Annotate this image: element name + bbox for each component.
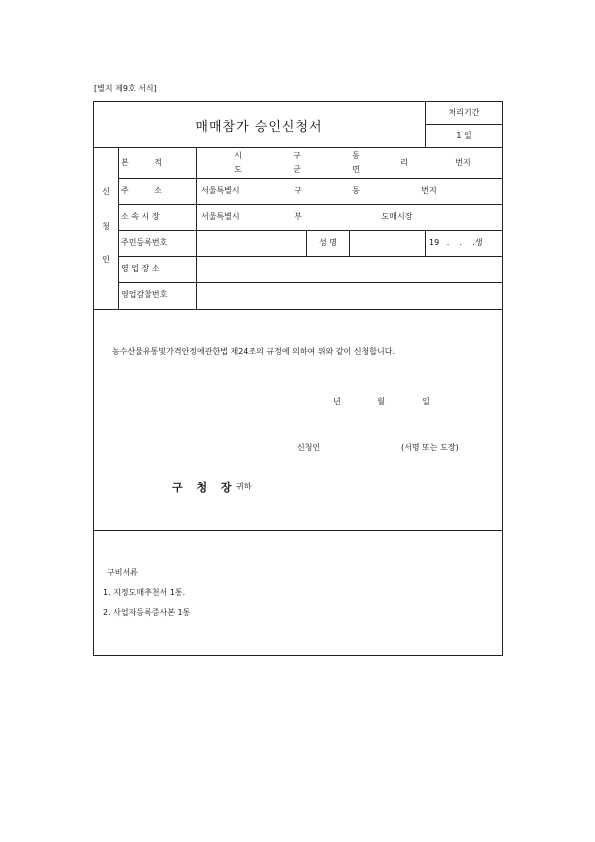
date-month: 월 (377, 397, 385, 406)
applicant-label-char-1: 신 (102, 187, 110, 196)
processing-period-value: 1 일 (456, 131, 472, 140)
period-divider (425, 124, 503, 125)
documents-item-1: 1. 지정도매추천서 1통. (103, 588, 186, 597)
row-line-3 (118, 230, 503, 231)
market-bu: 부 (294, 212, 302, 221)
row-line-4 (118, 256, 503, 257)
birth-date: 19 . . .생 (429, 238, 483, 247)
domicile-village: 리 (400, 158, 408, 167)
domicile-lot: 번지 (455, 158, 471, 167)
id-name-divider-3 (425, 230, 426, 256)
applicant-bottom-line (93, 309, 503, 310)
domicile-province: 도 (234, 165, 242, 174)
frame-bottom-border (93, 655, 503, 656)
id-name-divider-2 (349, 230, 350, 256)
address-label: 주 소 (121, 186, 162, 195)
market-wholesale: 도매시장 (381, 212, 413, 221)
form-title: 매매참가 승인신청서 (195, 120, 323, 135)
applicant-sign-label: 신청인 (297, 443, 321, 452)
signature-note: (서명 또는 도장) (401, 443, 459, 452)
domicile-label: 본 적 (121, 158, 162, 167)
domicile-gu: 구 (293, 151, 301, 160)
applicant-label-char-2: 청 (102, 222, 110, 231)
domicile-county: 군 (293, 165, 301, 174)
row-line-5 (118, 282, 503, 283)
market-label: 소 속 시 장 (121, 212, 160, 221)
address-dong: 동 (352, 186, 360, 195)
name-label: 성 명 (319, 238, 337, 247)
frame-right-border (502, 101, 503, 656)
documents-heading: 구비서류 (107, 568, 138, 577)
domicile-dong: 동 (352, 151, 360, 160)
applicant-label-divider (118, 147, 119, 309)
field-label-divider (196, 147, 197, 309)
form-reference: [별지 제9호 서식] (94, 84, 157, 93)
documents-item-2: 2. 사업자등록증사본 1통 (103, 608, 191, 617)
row-line-1 (118, 178, 503, 179)
business-place-label: 영 업 장 소 (121, 264, 160, 273)
processing-period-label: 처리기간 (448, 108, 480, 117)
documents-top-line (93, 530, 503, 531)
address-lot: 번지 (421, 186, 437, 195)
market-city: 서울특별시 (201, 212, 240, 221)
domicile-township: 면 (352, 165, 360, 174)
address-city: 서울특별시 (201, 186, 240, 195)
frame-left-border (93, 101, 94, 656)
row-line-2 (118, 204, 503, 205)
resident-id-label: 주민등록번호 (121, 238, 168, 247)
recipient-title: 구 청 장 (172, 481, 237, 494)
frame-top-border (93, 101, 503, 102)
title-bottom-line (93, 147, 503, 148)
date-year: 년 (333, 397, 341, 406)
business-license-label: 영업감찰번호 (121, 290, 168, 299)
id-name-divider-1 (306, 230, 307, 256)
date-day: 일 (422, 397, 430, 406)
address-gu: 구 (294, 186, 302, 195)
domicile-city: 시 (234, 151, 242, 160)
applicant-label-char-3: 인 (102, 255, 110, 264)
recipient-suffix: 귀하 (236, 482, 252, 491)
statement-text: 농수산물유통및가격안정에관한법 제24조의 규정에 의하여 위와 같이 신청합니다. (112, 347, 396, 356)
